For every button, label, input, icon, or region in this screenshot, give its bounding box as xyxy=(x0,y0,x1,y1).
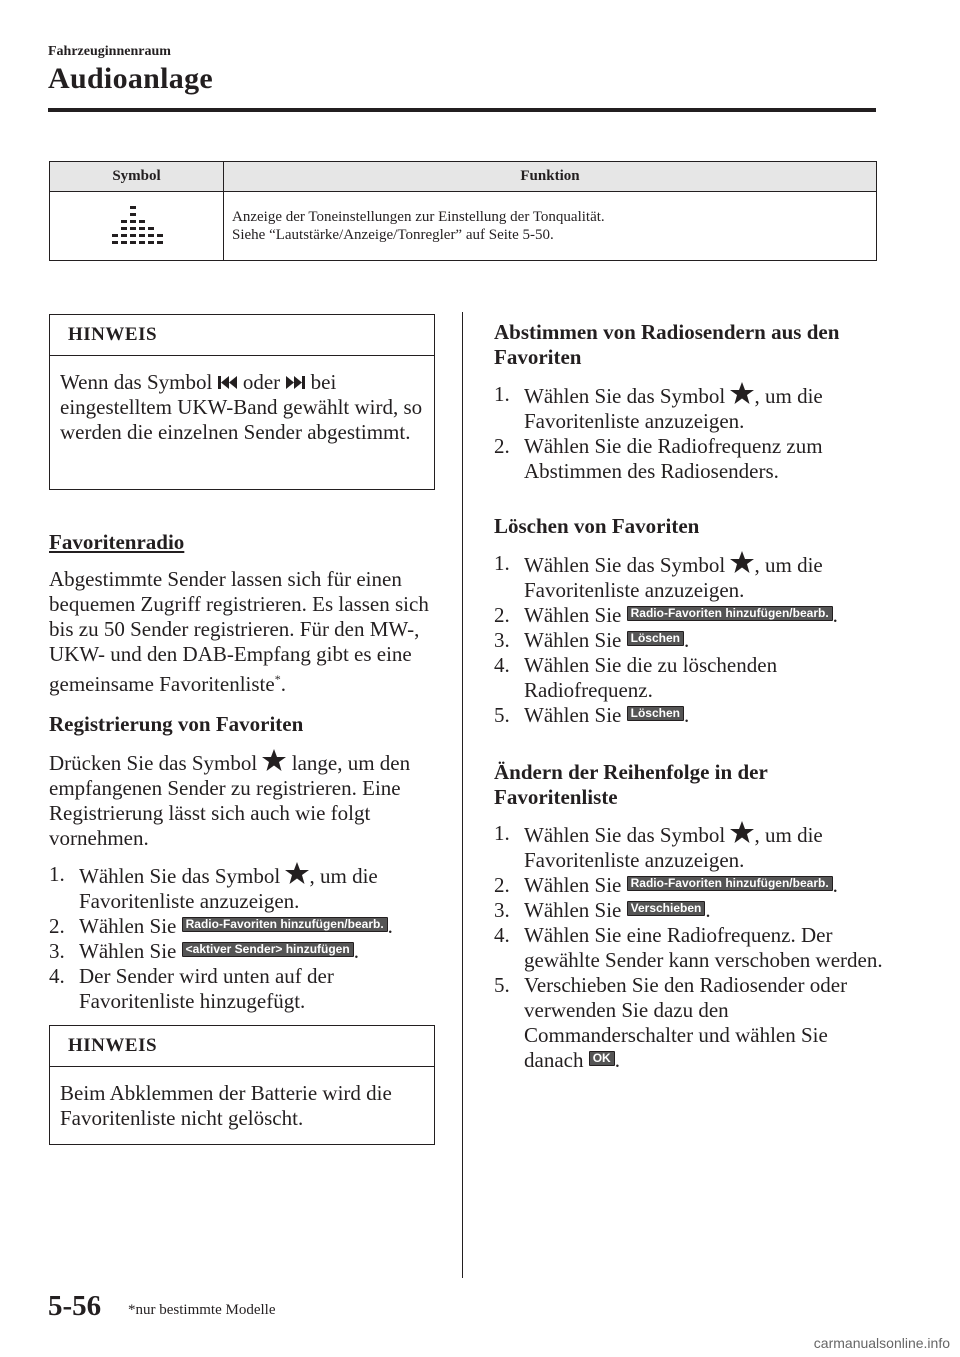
list-item: 5. Verschieben Sie den Radiosender oder verwenden Sie dazu den Commanderschalter und wählen Sie danach OK . xyxy=(494,973,848,1072)
radio-favorites-edit-button: Radio-Favoriten hinzufügen/bearb. xyxy=(627,606,833,621)
skip-forward-icon xyxy=(285,375,305,390)
move-button: Verschieben xyxy=(627,901,706,916)
star-icon xyxy=(285,862,309,884)
function-line: Anzeige der Toneinstellungen zur Einstellung der Tonqualität. xyxy=(232,209,605,225)
column-divider xyxy=(462,312,463,1278)
table-header-row xyxy=(50,162,877,192)
note-body: Beim Abklemmen der Batterie wird die Favoritenliste nicht gelöscht. xyxy=(60,1081,392,1130)
delete-heading: Löschen von Favoriten xyxy=(494,514,700,538)
reorder-heading: Ändern der Reihenfolge in der Favoritenliste xyxy=(494,760,768,809)
tune-heading: Abstimmen von Radiosendern aus den Favoriten xyxy=(494,320,840,369)
list-item: 2. Wählen Sie die Radiofrequenz zum Abstimmen des Radiosenders. xyxy=(494,434,823,483)
list-item: 1. Wählen Sie das Symbol , um die Favoritenliste anzuzeigen. xyxy=(494,551,823,602)
note-heading: HINWEIS xyxy=(50,1026,434,1067)
list-item: 3. Wählen Sie Löschen . xyxy=(494,628,690,652)
list-item: 1. Wählen Sie das Symbol , um die Favoritenliste anzuzeigen. xyxy=(494,821,823,872)
register-heading: Registrierung von Favoriten xyxy=(49,712,304,736)
function-line: Siehe “Lautstärke/Anzeige/Tonregler” auf Seite 5-50. xyxy=(232,227,554,243)
list-item: 2. Wählen Sie Radio-Favoriten hinzufügen/bearb. . xyxy=(49,914,393,938)
note-body: Wenn das Symbol oder bei eingestelltem UKW-Band gewählt wird, so werden die einzelnen Sender abgestimmt. xyxy=(60,370,423,444)
skip-back-icon xyxy=(218,375,238,390)
watermark: carmanualsonline.info xyxy=(813,1335,950,1351)
list-item: 3. Wählen Sie <aktiver Sender> hinzufügen . xyxy=(49,939,359,963)
list-item: 3. Wählen Sie Verschieben . xyxy=(494,898,711,922)
note-heading: HINWEIS xyxy=(50,315,434,356)
equalizer-icon xyxy=(109,203,165,249)
star-icon xyxy=(730,821,754,843)
star-icon xyxy=(730,382,754,404)
add-active-station-button: <aktiver Sender> hinzufügen xyxy=(182,942,354,957)
table-row xyxy=(50,192,877,261)
register-steps xyxy=(49,862,439,1014)
list-item: 4. Wählen Sie eine Radiofrequenz. Der gewählte Sender kann verschoben werden. xyxy=(494,923,883,972)
table-header-function: Funktion xyxy=(224,162,877,192)
symbol-table xyxy=(49,161,877,261)
favorites-intro: Abgestimmte Sender lassen sich für einen bequemen Zugriff registrieren. Es lassen sich bis zu 50 Sender registrieren. Für den MW-, UKW- und den DAB-Empfang gibt es eine gemeinsame Favoritenliste*. xyxy=(49,567,429,696)
list-item: 4. Der Sender wird unten auf der Favoritenliste hinzugefügt. xyxy=(49,964,334,1013)
footnote: *nur bestimmte Modelle xyxy=(128,1302,276,1318)
list-item: 4. Wählen Sie die zu löschenden Radiofrequenz. xyxy=(494,653,778,702)
note-box xyxy=(49,1025,435,1145)
list-item: 1. Wählen Sie das Symbol , um die Favoritenliste anzuzeigen. xyxy=(494,382,823,433)
footnote-mark: * xyxy=(274,672,281,686)
ok-button: OK xyxy=(589,1051,615,1066)
title-rule xyxy=(48,108,876,112)
list-item: 1. Wählen Sie das Symbol , um die Favoritenliste anzuzeigen. xyxy=(49,862,378,913)
star-icon xyxy=(730,551,754,573)
favorites-heading: Favoritenradio xyxy=(49,530,185,554)
table-cell-symbol xyxy=(50,192,224,261)
list-item: 5. Wählen Sie Löschen . xyxy=(494,703,690,727)
list-item: 2. Wählen Sie Radio-Favoriten hinzufügen/bearb. . xyxy=(494,603,838,627)
radio-favorites-edit-button: Radio-Favoriten hinzufügen/bearb. xyxy=(627,876,833,891)
section-kicker: Fahrzeuginnenraum xyxy=(48,44,171,59)
table-cell-function xyxy=(224,192,877,261)
star-icon xyxy=(262,749,286,771)
page-number: 5-56 xyxy=(48,1290,102,1322)
reorder-steps xyxy=(494,821,884,1073)
tune-steps xyxy=(494,382,884,484)
delete-button: Löschen xyxy=(627,706,684,721)
delete-steps xyxy=(494,551,884,728)
delete-button: Löschen xyxy=(627,631,684,646)
list-item: 2. Wählen Sie Radio-Favoriten hinzufügen/bearb. . xyxy=(494,873,838,897)
radio-favorites-edit-button: Radio-Favoriten hinzufügen/bearb. xyxy=(182,917,388,932)
note-box xyxy=(49,314,435,490)
register-intro: Drücken Sie das Symbol lange, um den empfangenen Sender zu registrieren. Eine Registrierung lässt sich auch wie folgt vornehmen. xyxy=(49,751,411,850)
table-header-symbol: Symbol xyxy=(50,162,224,192)
page-title: Audioanlage xyxy=(48,62,214,95)
